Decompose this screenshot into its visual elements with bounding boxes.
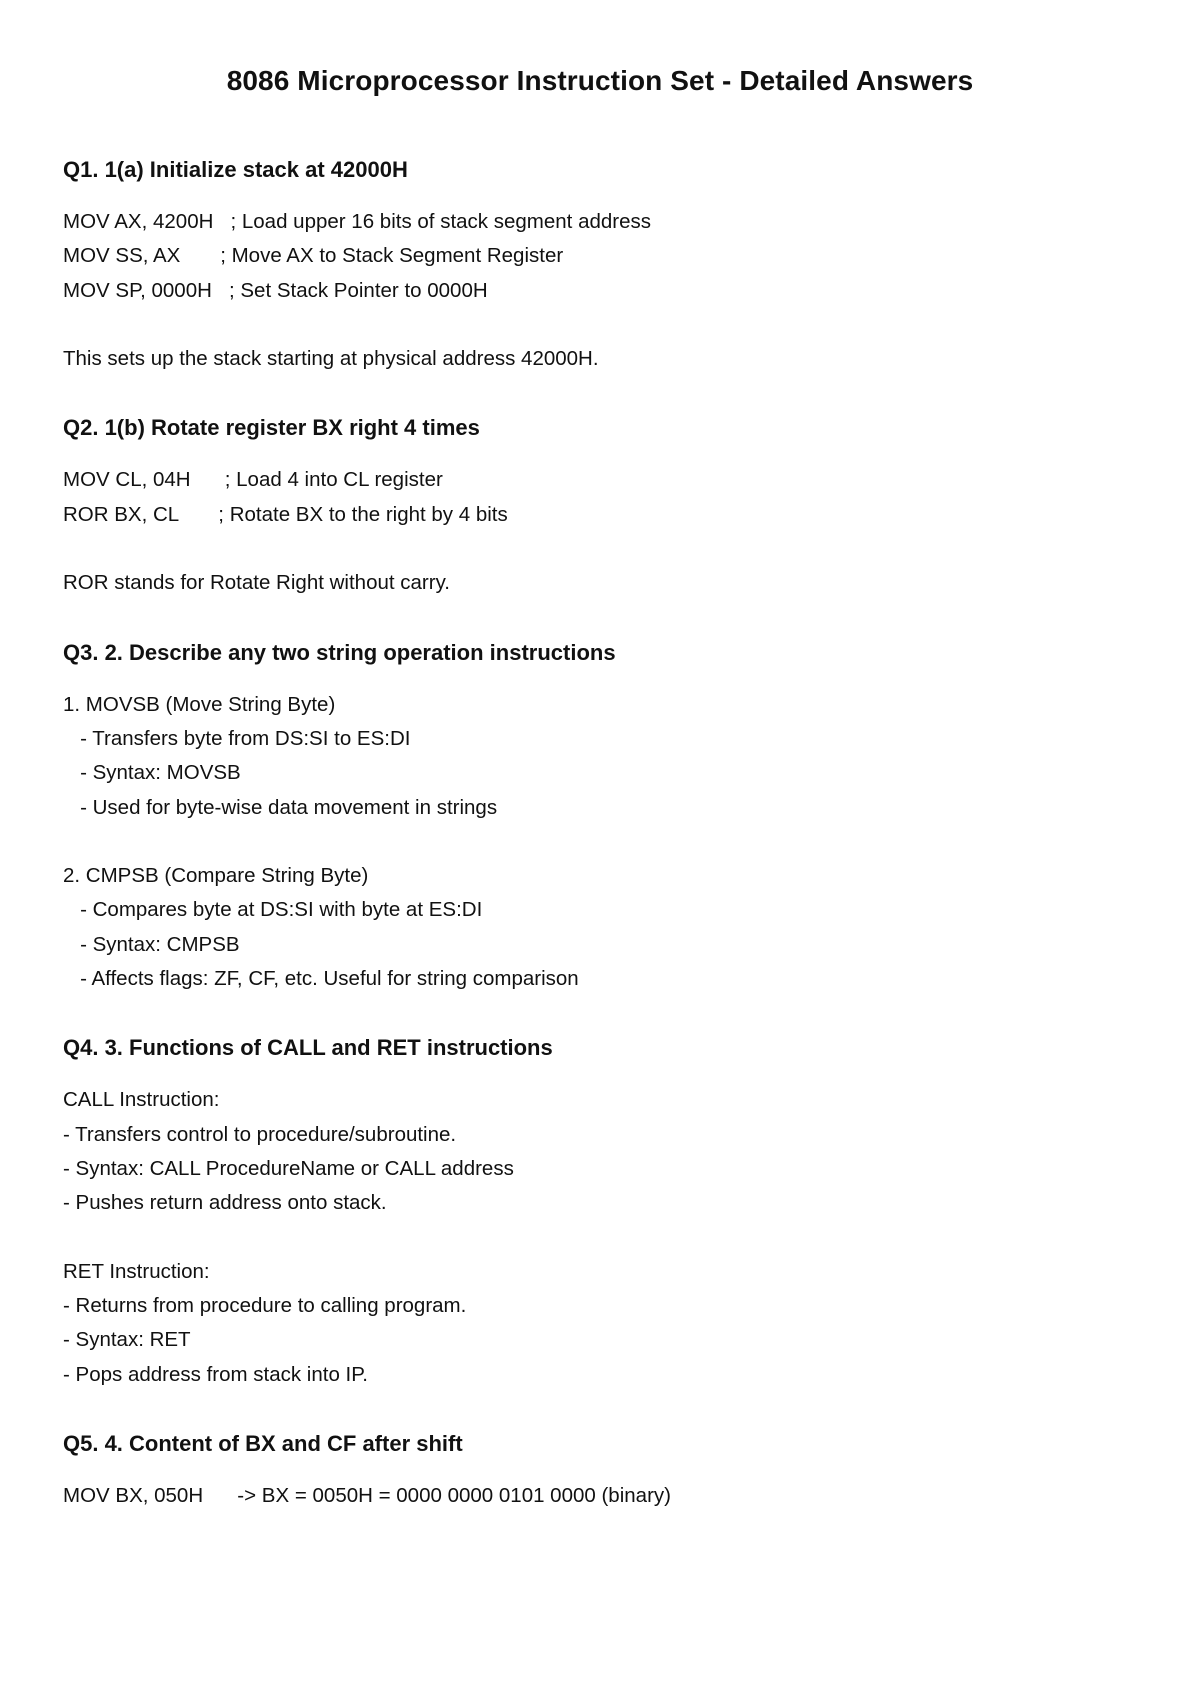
section-gap bbox=[63, 1392, 1143, 1427]
answer-line: MOV BX, 050H -> BX = 0050H = 0000 0000 0101 0000 (binary) bbox=[63, 1484, 671, 1508]
document-title: 8086 Microprocessor Instruction Set - Detailed Answers bbox=[226, 65, 974, 96]
question-heading-3: Q3. 2. Describe any two string operation instructions bbox=[63, 639, 616, 665]
answer-line: - Returns from procedure to calling program. bbox=[63, 1294, 467, 1318]
document-content bbox=[63, 153, 1143, 1513]
answer-line: - Syntax: MOVSB bbox=[63, 761, 241, 785]
answer-line: ROR stands for Rotate Right without carry. bbox=[63, 571, 450, 595]
answer-line: - Pops address from stack into IP. bbox=[63, 1362, 368, 1386]
answer-body-1 bbox=[63, 205, 1143, 376]
answer-line: - Affects flags: ZF, CF, etc. Useful for string comparison bbox=[63, 967, 579, 991]
answer-line: - Syntax: CMPSB bbox=[63, 932, 240, 956]
answer-line: - Compares byte at DS:SI with byte at ES:DI bbox=[63, 898, 483, 922]
answer-line: - Syntax: CALL ProcedureName or CALL address bbox=[63, 1156, 514, 1180]
answer-line: MOV AX, 4200H ; Load upper 16 bits of stack segment address bbox=[63, 210, 651, 233]
answer-line: - Transfers byte from DS:SI to ES:DI bbox=[63, 726, 411, 750]
answer-line: 1. MOVSB (Move String Byte) bbox=[63, 692, 336, 716]
answer-line: ROR BX, CL ; Rotate BX to the right by 4 bits bbox=[63, 502, 508, 526]
question-heading-5: Q5. 4. Content of BX and CF after shift bbox=[63, 1431, 463, 1457]
question-section-2 bbox=[63, 411, 1143, 600]
answer-line: CALL Instruction: bbox=[63, 1088, 220, 1112]
answer-line: - Used for byte-wise data movement in strings bbox=[63, 795, 498, 819]
answer-line: - Transfers control to procedure/subroutine. bbox=[63, 1122, 457, 1146]
question-section-4 bbox=[63, 1031, 1143, 1392]
answer-line: MOV SS, AX ; Move AX to Stack Segment Register bbox=[63, 244, 564, 268]
answer-line: RET Instruction: bbox=[63, 1259, 210, 1283]
answer-line: 2. CMPSB (Compare String Byte) bbox=[63, 864, 369, 888]
question-section-5 bbox=[63, 1427, 1143, 1513]
answer-body-5 bbox=[63, 1479, 1143, 1513]
answer-line: MOV SP, 0000H ; Set Stack Pointer to 0000H bbox=[63, 278, 488, 302]
answer-body-4 bbox=[63, 1083, 1143, 1392]
section-gap bbox=[63, 376, 1143, 411]
question-heading-1: Q1. 1(a) Initialize stack at 42000H bbox=[63, 157, 408, 182]
answer-line: - Syntax: RET bbox=[63, 1328, 191, 1352]
section-gap bbox=[63, 601, 1143, 636]
question-section-3 bbox=[63, 636, 1143, 997]
blank-line bbox=[63, 532, 1143, 566]
blank-line bbox=[63, 825, 1143, 859]
answer-body-3 bbox=[63, 688, 1143, 997]
blank-line bbox=[63, 1221, 1143, 1255]
question-heading-2: Q2. 1(b) Rotate register BX right 4 times bbox=[63, 415, 480, 441]
blank-line bbox=[63, 308, 1143, 342]
question-heading-4: Q4. 3. Functions of CALL and RET instructions bbox=[63, 1035, 553, 1061]
answer-line: MOV CL, 04H ; Load 4 into CL register bbox=[63, 468, 443, 492]
section-gap bbox=[63, 996, 1143, 1031]
answer-line: - Pushes return address onto stack. bbox=[63, 1191, 387, 1215]
answer-line: This sets up the stack starting at physical address 42000H. bbox=[63, 347, 599, 371]
question-section-1 bbox=[63, 153, 1143, 376]
answer-body-2 bbox=[63, 463, 1143, 600]
